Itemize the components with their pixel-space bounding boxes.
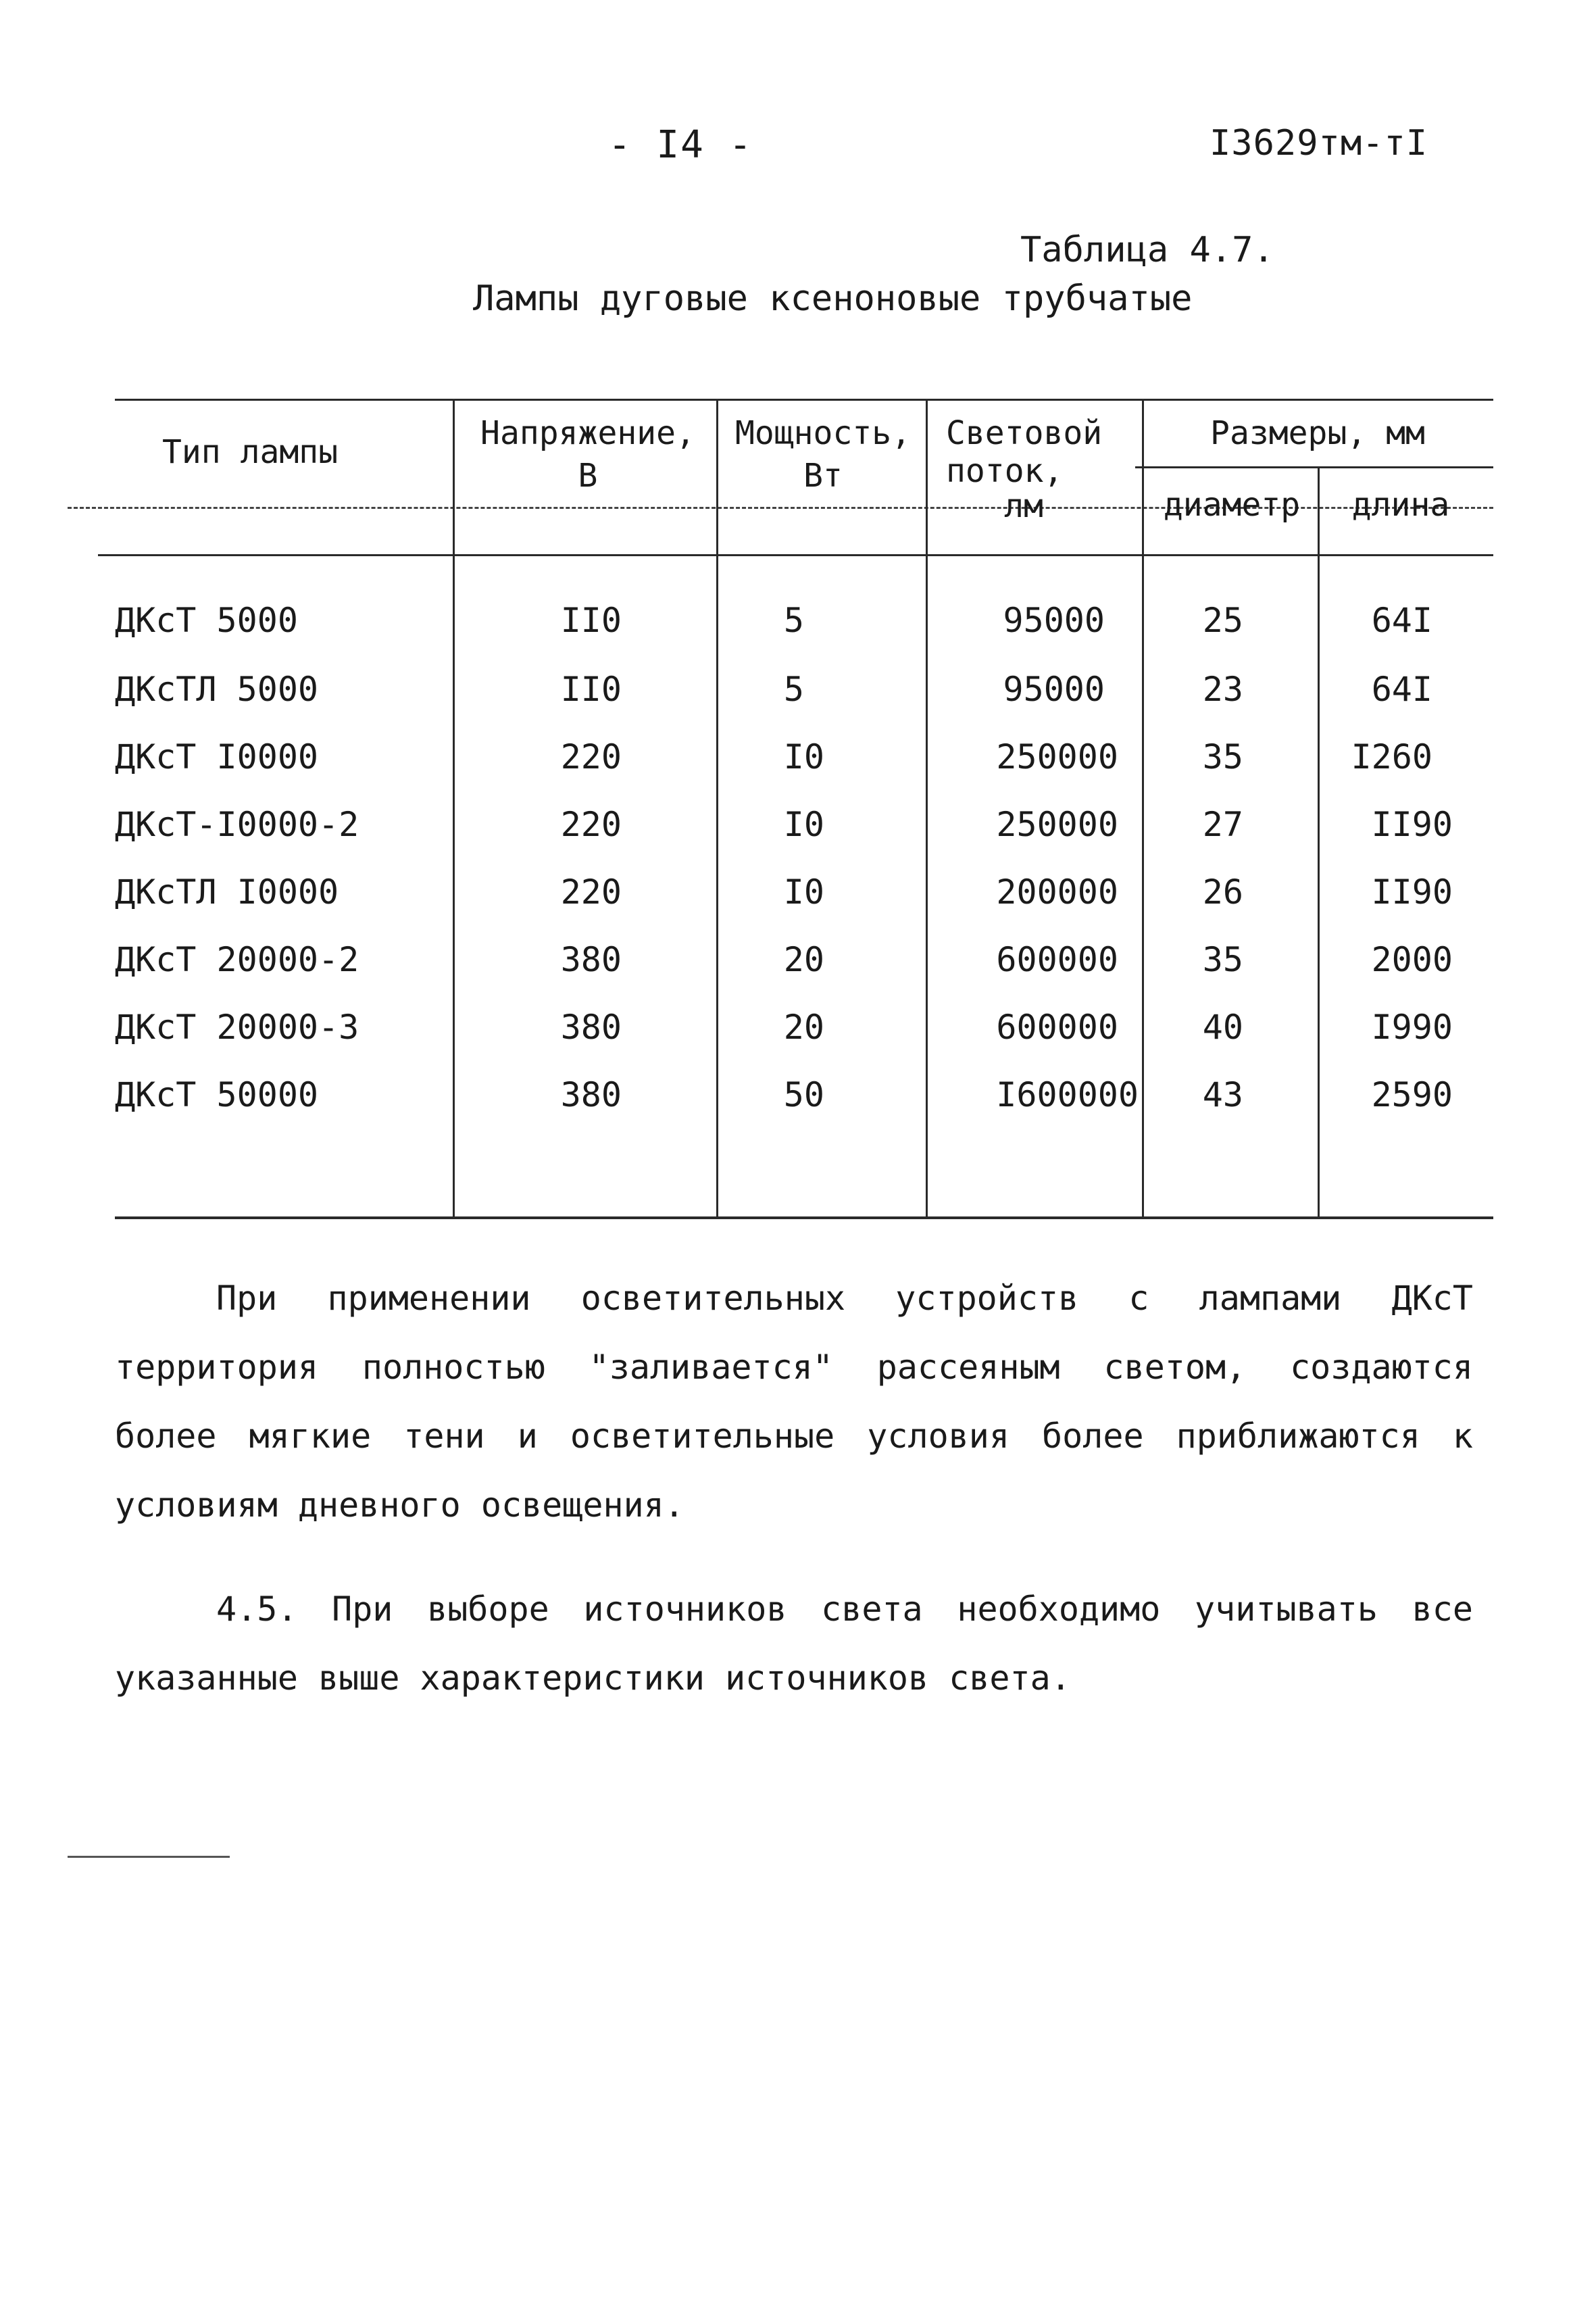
cell-type: ДКсТ 5000 <box>115 601 298 640</box>
header-power-line2: Вт <box>803 457 843 495</box>
cell-length: I260 <box>1351 737 1432 777</box>
cell-length: II90 <box>1371 872 1453 912</box>
cell-type: ДКсТ I0000 <box>115 737 319 777</box>
cell-type: ДКсТЛ I0000 <box>115 872 339 912</box>
document-code: I3629тм-тI <box>1210 123 1428 164</box>
paragraph-4-5 <box>115 1575 1473 1713</box>
table-bottom-rule <box>115 1216 1493 1219</box>
cell-voltage: II0 <box>560 670 622 709</box>
cell-power: I0 <box>783 872 824 912</box>
header-flux-line3: лм <box>1004 487 1043 525</box>
cell-flux: 600000 <box>996 940 1118 979</box>
cell-power: I0 <box>783 737 824 777</box>
header-voltage-line1: Напряжение, <box>480 414 695 452</box>
paragraph-text: При применении осветительных устройств с лампами ДКсТ территория полностью "заливается" рассеяным светом, создаются более мягкие тени и осветительные условия более приближаются к условиям дневного освещения. <box>115 1279 1473 1525</box>
cell-type: ДКсТ 20000-3 <box>115 1008 359 1047</box>
header-length: длина <box>1351 486 1450 524</box>
cell-type: ДКсТ 50000 <box>115 1075 319 1114</box>
cell-flux: 250000 <box>996 805 1118 844</box>
header-diameter: диаметр <box>1163 486 1301 524</box>
header-flux-line2: поток, <box>946 452 1064 490</box>
cell-diameter: 25 <box>1202 601 1243 640</box>
header-bottom-rule <box>98 554 1493 556</box>
column-divider-1 <box>453 399 455 1216</box>
cell-length: 2590 <box>1371 1075 1453 1114</box>
cell-length: 64I <box>1371 670 1432 709</box>
cell-diameter: 35 <box>1202 737 1243 777</box>
paragraph-text: 4.5. При выборе источников света необходимо учитывать все указанные выше характеристики источников света. <box>115 1590 1473 1698</box>
cell-length: II90 <box>1371 805 1453 844</box>
cell-diameter: 43 <box>1202 1075 1243 1114</box>
cell-power: I0 <box>783 805 824 844</box>
cell-voltage: 220 <box>560 737 622 777</box>
table-top-rule <box>115 399 1493 401</box>
cell-type: ДКсТЛ 5000 <box>115 670 319 709</box>
cell-flux: 200000 <box>996 872 1118 912</box>
cell-diameter: 35 <box>1202 940 1243 979</box>
cell-flux: 250000 <box>996 737 1118 777</box>
header-voltage-line2: В <box>578 457 598 495</box>
paragraph-lighting-conditions <box>115 1264 1473 1540</box>
cell-power: 50 <box>783 1075 824 1114</box>
header-size-group: Размеры, мм <box>1210 414 1425 452</box>
cell-diameter: 26 <box>1202 872 1243 912</box>
cell-power: 20 <box>783 1008 824 1047</box>
cell-diameter: 40 <box>1202 1008 1243 1047</box>
cell-power: 5 <box>783 670 804 709</box>
cell-type: ДКсТ-I0000-2 <box>115 805 359 844</box>
cell-type: ДКсТ 20000-2 <box>115 940 359 979</box>
cell-power: 5 <box>783 601 804 640</box>
cell-length: 2000 <box>1371 940 1453 979</box>
cell-flux: 95000 <box>1003 601 1105 640</box>
page-number: - I4 - <box>608 123 753 167</box>
cell-voltage: 220 <box>560 872 622 912</box>
cell-power: 20 <box>783 940 824 979</box>
header-flux-line1: Световой <box>946 414 1103 452</box>
size-group-rule <box>1135 466 1493 468</box>
column-divider-3 <box>926 399 928 1216</box>
cell-voltage: II0 <box>560 601 622 640</box>
column-divider-5 <box>1318 466 1320 1216</box>
cell-length: I990 <box>1371 1008 1453 1047</box>
cell-flux: I600000 <box>996 1075 1139 1114</box>
header-power-line1: Мощность, <box>734 414 912 452</box>
column-divider-2 <box>716 399 718 1216</box>
table-caption: Лампы дуговые ксеноновые трубчатые <box>473 278 1193 319</box>
cell-diameter: 27 <box>1202 805 1243 844</box>
cell-voltage: 380 <box>560 1008 622 1047</box>
cell-voltage: 220 <box>560 805 622 844</box>
cell-diameter: 23 <box>1202 670 1243 709</box>
cell-voltage: 380 <box>560 940 622 979</box>
cell-length: 64I <box>1371 601 1432 640</box>
table-number: Таблица 4.7. <box>1020 230 1274 270</box>
cell-voltage: 380 <box>560 1075 622 1114</box>
cell-flux: 600000 <box>996 1008 1118 1047</box>
header-type: Тип лампы <box>162 433 339 471</box>
cell-flux: 95000 <box>1003 670 1105 709</box>
margin-rule <box>68 1856 230 1858</box>
